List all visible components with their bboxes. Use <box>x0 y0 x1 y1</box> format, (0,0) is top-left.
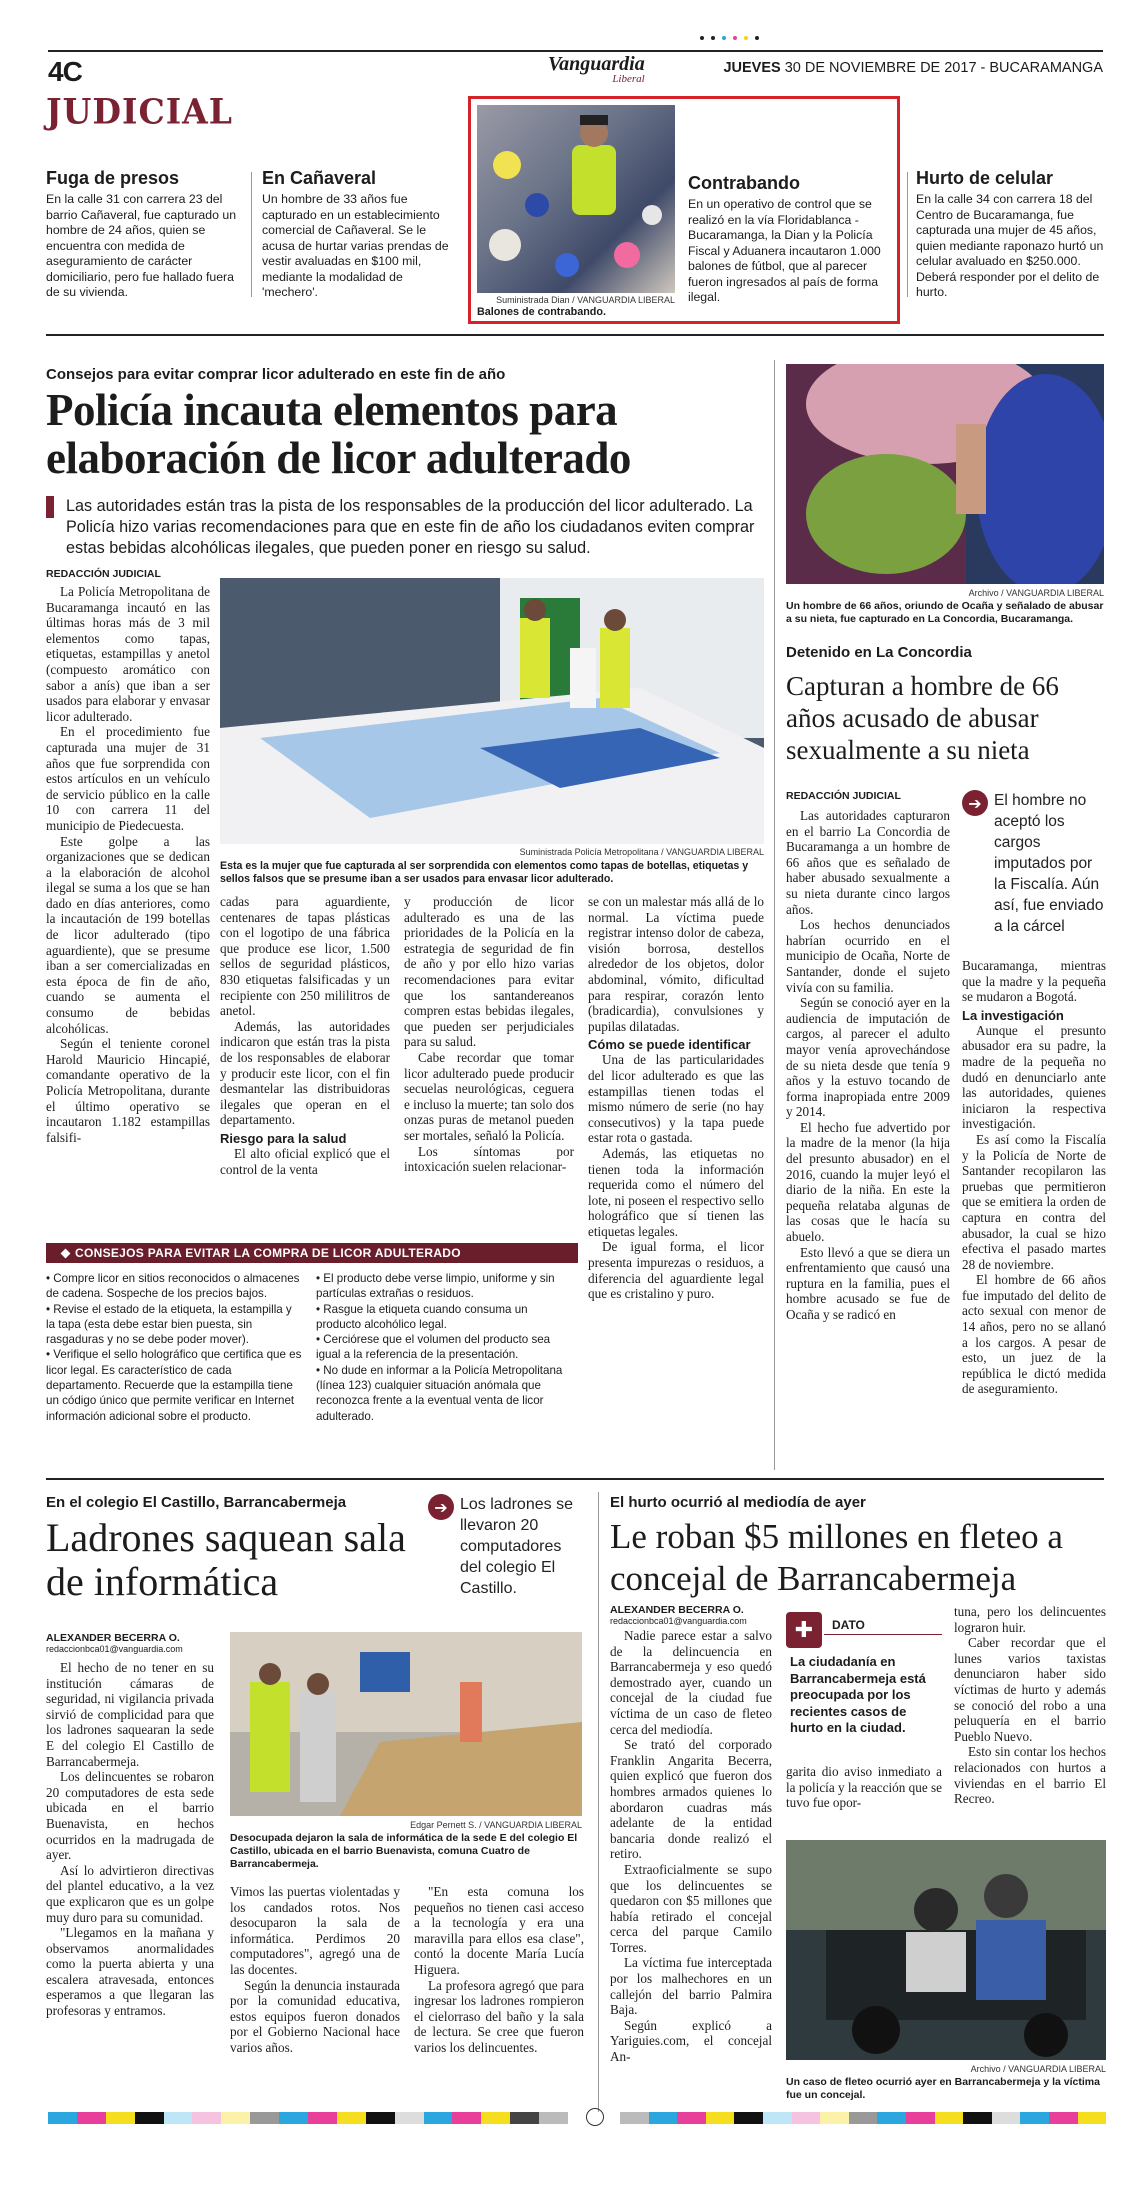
soccer-balls-image <box>477 105 675 293</box>
tip-item: • Compre licor en sitios reconocidos o almacenes de cadena. Sospeche de los precios bajos. <box>46 1272 300 1301</box>
photo-caption: Desocupada dejaron la sala de informática de la sede E del colegio El Castillo, ubicada en el barrio Buenavista, comuna Cuatro de Barrancabermeja. <box>230 1832 578 1870</box>
paragraph: Los síntomas por intoxicación suelen relacionar- <box>404 1143 574 1175</box>
ladrones-col-1 <box>46 1660 214 2019</box>
date-day: JUEVES <box>723 60 781 76</box>
page-date <box>723 60 1103 76</box>
paragraph: Aunque el presunto abusador era su padre, la madre de la pequeña no dudó en denunciarlo ante las autoridades, quienes iniciaron la respectiva investigación. <box>962 1022 1106 1132</box>
brief-text: Un hombre de 33 años fue capturado en un establecimiento comercial de Cañaveral. Se le acusa de hurtar varias prendas de vestir avaluadas en $100 mil, mediante la modalidad de 'mechero'. <box>262 192 449 299</box>
registration-mark-icon <box>586 2108 604 2126</box>
puzzle-icon: ✚ <box>786 1612 822 1648</box>
child-image <box>786 364 1104 584</box>
paragraph: El hecho de no tener en su institución cámaras de seguridad, ni vigilancia privada sirvió de complicidad para que los ladrones saquearan la sede E del colegio El Castillo de Barrancabermeja. <box>46 1660 214 1769</box>
photo-credit: Suministrada Policía Metropolitana / VANGUARDIA LIBERAL <box>519 847 764 857</box>
main-col-4 <box>588 894 764 1302</box>
tip-item: • El producto debe verse limpio, uniforme y sin partículas extrañas o residuos. <box>316 1272 555 1301</box>
paragraph: Según se conoció ayer en la audiencia de imputación de cargos, al parecer el adulto mayor venía aprovechándose de su nieta desde que tenía 9 años y la estuvo tocando de forma inapropiada entre 2009 y 2014. <box>786 995 950 1120</box>
paragraph: En el procedimiento fue capturada una mujer de 31 años que fue sorprendida con estos artículos en un vehículo de servicio público en la calle 10 con carrera 11 del municipio de Piedecuesta. <box>46 724 210 833</box>
paragraph: Este golpe a las organizaciones que se dedican a la elaboración de alcohol ilegal se suma a los que se han dado en días anteriores, como la incautación de 199 botellas de licor adulterado (tipo aguardiente), que se presume iban a ser comercializadas en esta época de fin de año, cuando se aumenta el consumo de bebidas alcohólicas. <box>46 833 210 1036</box>
paragraph: El hecho fue advertido por la madre de la menor (la hija del presunto abusador) en el 2016, cuando la mujer leyó el diario de la niña. En este la pequeña relataba algunas de las cosas que le hacía su abuelo. <box>786 1119 950 1245</box>
color-bar-left <box>48 2112 568 2124</box>
photo-credit: Edgar Pernett S. / VANGUARDIA LIBERAL <box>410 1820 582 1830</box>
motorcycle-image <box>786 1840 1106 2060</box>
paragraph: Esto llevó a que se diera un enfrentamiento que causó una ruptura en la familia, pues el hombre acusado se fue de Ocaña y se radicó en <box>786 1244 950 1322</box>
brief-hurto-celular <box>916 168 1106 301</box>
paragraph: Además, las autoridades indicaron que están tras la pista de los responsables de elaborar y producir este licor, con el fin desmantelar las distribuidoras ilegales que operan en el departamento. <box>220 1018 390 1128</box>
main-byline: REDACCIÓN JUDICIAL <box>46 568 161 580</box>
fleteo-col-2 <box>786 1764 942 1811</box>
paragraph: "Llegamos en la mañana y observamos anormalidades como la puerta abierta y una escalera atravesada, entonces esperamos a que llegaran las profesoras y entramos. <box>46 1925 214 2019</box>
ladrones-photo <box>230 1632 582 1816</box>
brief-title: Fuga de presos <box>46 168 180 188</box>
paragraph: Los hechos denunciados habrían ocurrido en el municipio de Ocaña, Norte de Santander, donde el sujeto vivía con su familia. <box>786 917 950 995</box>
tips-box <box>46 1243 578 1455</box>
subhead: Cómo se puede identificar <box>588 1037 751 1053</box>
tips-right <box>316 1271 572 1424</box>
brief-fuga <box>46 168 246 301</box>
paragraph: Así lo advirtieron directivas del plantel educativo, a la vez que explicaron que es un golpe muy duro para su comunidad. <box>46 1862 214 1925</box>
paragraph: Una de las particularidades del licor adulterado es que las estampillas tienen todas el mismo número de serie (no hay consecutivos) y la tapa puede estar rota o gastada. <box>588 1052 764 1146</box>
paragraph: Bucaramanga, mientras que la madre y la pequeña se mudaron a Bogotá. <box>962 958 1106 1005</box>
paragraph: Es así como la Fiscalía y la Policía de Norte de Santander recopilaron las pruebas que permitieron que se emitiera la orden de captura en contra del abusador, la cual se hizo efectiva el pasado martes 28 de noviembre. <box>962 1131 1106 1272</box>
tip-item: • Verifique el sello holográfico que certifica que es licor legal. Es característico de cada departamento. Recuerde que la estampilla tiene un código único que permite verificar en Internet información adicional sobre el producto. <box>46 1348 302 1423</box>
paragraph: Los delincuentes se robaron 20 computadores de esta sede ubicada en el barrio Buenavista, en hechos ocurridos en la madrugada de ayer. <box>46 1769 214 1863</box>
paragraph: Nadie parece estar a salvo de la delincuencia en Barrancabermeja y eso quedó demostrado ayer, cuando un concejal de la ciudad fue víctima de un caso de fleteo cerca del mediodía. <box>610 1628 772 1737</box>
main-photo <box>220 578 764 844</box>
dato-box <box>786 1612 942 1758</box>
byline: ALEXANDER BECERRA O. <box>46 1632 180 1644</box>
photo-credit: Archivo / VANGUARDIA LIBERAL <box>970 2064 1106 2074</box>
ladrones-col-2 <box>230 1884 400 2056</box>
main-kicker: Consejos para evitar comprar licor adulterado en este fin de año <box>46 366 506 383</box>
contrabando-box <box>468 96 900 324</box>
tip-item: • No dude en informar a la Policía Metropolitana (línea 123) cualquier situación anómala que reconozca frente a la eventual venta de licor adulterado. <box>316 1363 563 1423</box>
byline-email: redaccionbca01@vanguardia.com <box>610 1616 747 1626</box>
page-number: 4C <box>48 56 82 87</box>
paragraph: tuna, pero los delincuentes lograron huir. <box>954 1604 1106 1635</box>
photo-caption: Esta es la mujer que fue capturada al ser sorprendida con elementos como tapas de botellas, etiquetas y sellos falsos que se presume iban a ser usados para envasar licor adulterado. <box>220 860 749 885</box>
tips-title-text: CONSEJOS PARA EVITAR LA COMPRA DE LICOR ADULTERADO <box>75 1246 461 1260</box>
tips-title <box>46 1243 578 1263</box>
brief-text: En un operativo de control que se realizó en la vía Floridablanca - Bucaramanga, la Dian y la Policía Fiscal y Aduanera incautaron 1.000 balones de fútbol, que al parecer fueron ingresados al país de forma ilegal. <box>688 197 881 304</box>
main-headline: Policía incauta elementos para elaboración de licor adulterado <box>46 385 631 483</box>
brief-text: En la calle 31 con carrera 23 del barrio Cañaveral, fue capturado un hombre de 24 años, quien se encuentra con medida de aseguramiento de carácter domiciliario, pero fue hallado fuera de su vivienda. <box>46 192 237 299</box>
paragraph: La profesora agregó que para ingresar los ladrones rompieron el cielorraso del baño y la sala de lectura. Se cree que fueron varios los delincuentes. <box>414 1977 584 2055</box>
paragraph: Las autoridades capturaron en el barrio La Concordia de Bucaramanga a un hombre de 66 años que es señalado de haber abusado sexualmente a su nieta durante cinco largos años. <box>786 808 950 917</box>
right-photo <box>786 364 1104 584</box>
tip-item: • Cerciórese que el volumen del producto sea igual a la referencia de la presentación. <box>316 1333 551 1362</box>
date-rest: 30 DE NOVIEMBRE DE 2017 - BUCARAMANGA <box>784 60 1103 76</box>
paragraph: El hombre de 66 años fue imputado del delito de acto sexual con menor de 14 años, pero no se allanó a los cargos. A pesar de esto, un juez de la república le dictó medida de aseguramiento. <box>962 1272 1106 1397</box>
contrabando-photo <box>477 105 675 293</box>
right-col-1 <box>786 808 950 1323</box>
photo-caption: Balones de contrabando. <box>477 306 606 318</box>
photo-caption: Un hombre de 66 años, oriundo de Ocaña y señalado de abusar a su nieta, fue capturado en La Concordia, Bucaramanga. <box>786 600 1104 625</box>
section-title: JUDICIAL <box>46 91 233 132</box>
fleteo-byline-block <box>610 1604 747 1626</box>
byline: ALEXANDER BECERRA O. <box>610 1604 744 1616</box>
paragraph: Extraoficialmente se supo que los delincuentes se quedaron con $5 millones que había retirado el concejal cerca del parque Camilo Torres. <box>610 1861 772 1955</box>
tip-item: • Rasgue la etiqueta cuando consuma un producto alcohólico legal. <box>316 1302 528 1331</box>
ladrones-kicker: En el colegio El Castillo, Barrancabermeja <box>46 1494 347 1511</box>
logo-text: Vanguardia <box>548 53 645 75</box>
paragraph: Vimos las puertas violentadas y los candados rotos. Nos desocuparon la sala de informática. Perdimos 20 computadores", agregó una de las docentes. <box>230 1884 400 1977</box>
arrow-right-icon: ➔ <box>428 1494 454 1520</box>
tip-item: • Revise el estado de la etiqueta, la estampilla y la tapa (esta debe estar bien puesta, sin rasgaduras y no se debe poder mover). <box>46 1302 292 1347</box>
paragraph: Cabe recordar que tomar licor adulterado puede producir secuelas neurológicas, ceguera e incluso la muerte; tan solo dos onzas puras de metanol pueden ser mortales, señaló la Policía. <box>404 1049 574 1143</box>
main-col-1 <box>46 584 210 1145</box>
subhead: La investigación <box>962 1007 1064 1023</box>
main-lead: Las autoridades están tras la pista de los responsables de la producción del licor adulterado. La Policía hizo varias recomendaciones para que en este fin de año los ciudadanos eviten comprar estas bebidas alcohólicas ilegales, que pueden poner en riesgo su salud. <box>66 497 755 557</box>
brief-contrabando <box>688 173 894 306</box>
right-byline: REDACCIÓN JUDICIAL <box>786 790 901 802</box>
paragraph: La víctima fue interceptada por los malhechores en un callejón del barrio Palmira Baja. <box>610 1955 772 2018</box>
tips-left <box>46 1271 302 1424</box>
paragraph: cadas para aguardiente, centenares de tapas plásticas con el logotipo de una fábrica que produce ese licor, 1.500 sellos de seguridad plásticos, 830 etiquetas falsificadas y un recipiente con 250 mililitros de anetol. <box>220 894 390 1019</box>
paragraph: El alto oficial explicó que el control de la venta <box>220 1145 390 1177</box>
byline-email: redaccionbca01@vanguardia.com <box>46 1644 183 1654</box>
ladrones-col-3 <box>414 1884 584 2056</box>
registration-dots-top <box>700 36 759 40</box>
seized-items-image <box>220 578 764 844</box>
dato-text: La ciudadanía en Barrancabermeja está preocupada por los recientes casos de hurto en la ciudad. <box>790 1654 926 1735</box>
ladrones-byline-block <box>46 1632 183 1654</box>
right-col-2 <box>962 958 1106 1397</box>
ladrones-headline: Ladrones saquean sala de informática <box>46 1515 406 1604</box>
photo-caption: Un caso de fleteo ocurrió ayer en Barrancabermeja y la víctima fue un concejal. <box>786 2076 1100 2101</box>
fleteo-col-1 <box>610 1628 772 2065</box>
brief-title: Contrabando <box>688 173 800 193</box>
brief-text: En la calle 34 con carrera 18 del Centro de Bucaramanga, fue capturada una mujer de 45 años, quien mediante raponazo hurtó un celular avaluado en $250.000. Deberá responder por el delito de hurto. <box>916 192 1104 299</box>
dato-label: DATO <box>832 1618 865 1632</box>
paragraph: Caber recordar que el lunes varios taxistas denunciaron haber sido víctimas de hurto y además se conoció del robo a una peluquería en el barrio Pueblo Nuevo. <box>954 1635 1106 1744</box>
subhead: Riesgo para la salud <box>220 1130 347 1146</box>
paragraph: Además, las etiquetas no tienen toda la información requerida como el número del lote, ni poseen el respectivo sello holográfico que sí tienen las etiquetas legales. <box>588 1145 764 1239</box>
pull-text: El hombre no aceptó los cargos imputados por la Fiscalía. Aún así, fue enviado a la cárcel <box>994 792 1104 935</box>
paragraph: "En esta comuna los pequeños no tienen casi acceso a la tecnología y era una maravilla para ellos esa clase", contó la docente María Lucía Higuera. <box>414 1884 584 1977</box>
paragraph: y producción de licor adulterado es una de las prioridades de la Policía en la estrategia de seguridad de fin de año y por ello hizo varias recomendaciones para evitar que los santandereanos compren estas bebidas ilegales, que pueden ser perjudiciales para su salud. <box>404 894 574 1050</box>
logo-sub: Liberal <box>612 73 645 85</box>
paragraph: Esto sin contar los hechos relacionados con hurtos a viviendas en el barrio El Recreo. <box>954 1744 1106 1807</box>
logo <box>548 54 645 84</box>
paragraph: se con un malestar más allá de lo normal. La víctima puede registrar intenso dolor de cabeza, visión borrosa, destellos alrededor de los objetos, dolor abdominal, vómito, dificultad para respirar, corazón lento (bradicardia), convulsiones y pupilas dilatadas. <box>588 894 764 1034</box>
fleteo-headline: Le roban $5 millones en fleteo a concejal de Barrancabermeja <box>610 1517 1063 1598</box>
page-header <box>48 50 1103 92</box>
photo-credit: Suministrada Dian / VANGUARDIA LIBERAL <box>496 295 675 305</box>
paragraph: Se trató del corporado Franklin Angarita Becerra, quien explicó que fueron dos hombres armados quienes lo abordaron cuadras más adelante de la entidad bancaria donde realizó el retiro. <box>610 1737 772 1862</box>
paragraph: Según la denuncia instaurada por la comunidad educativa, estos equipos fueron donados por el Gobierno Nacional hace varios años. <box>230 1977 400 2055</box>
right-headline: Capturan a hombre de 66 años acusado de abusar sexualmente a su nieta <box>786 671 1059 765</box>
fleteo-col-3 <box>954 1604 1106 1807</box>
main-col-2 <box>220 894 390 1177</box>
main-col-3 <box>404 894 574 1175</box>
brief-canaveral <box>262 168 462 301</box>
paragraph: De igual forma, el licor presenta impurezas o residuos, a diferencia del aguardiente legal que es cristalino y puro. <box>588 1239 764 1302</box>
paragraph: garita dio aviso inmediato a la policía y la reacción que se tuvo fue opor- <box>786 1764 942 1811</box>
right-kicker: Detenido en La Concordia <box>786 644 972 661</box>
arrow-right-icon: ➔ <box>962 790 988 816</box>
paragraph: La Policía Metropolitana de Bucaramanga incautó en las últimas horas más de 3 mil elementos como tapas, etiquetas, estampillas y anetol (compuesto aromático con sabor a anís) que iban a ser usados para elaborar y envasar licor adulterado. <box>46 584 210 724</box>
photo-credit: Archivo / VANGUARDIA LIBERAL <box>968 588 1104 598</box>
classroom-image <box>230 1632 582 1816</box>
brief-title: Hurto de celular <box>916 168 1054 188</box>
paragraph: Según explicó a Yariguies.com, el concejal An- <box>610 2017 772 2065</box>
fleteo-kicker: El hurto ocurrió al mediodía de ayer <box>610 1494 866 1511</box>
color-bar-right <box>620 2112 1106 2124</box>
brief-title: En Cañaveral <box>262 168 377 188</box>
pull-text: Los ladrones se llevaron 20 computadores del colegio El Castillo. <box>460 1496 573 1597</box>
paragraph: Según el teniente coronel Harold Mauricio Hincapié, comandante operativo de la Policía Metropolitana, durante el último operativo se incautaron 1.182 estampillas falsifi- <box>46 1036 210 1145</box>
fleteo-photo <box>786 1840 1106 2060</box>
